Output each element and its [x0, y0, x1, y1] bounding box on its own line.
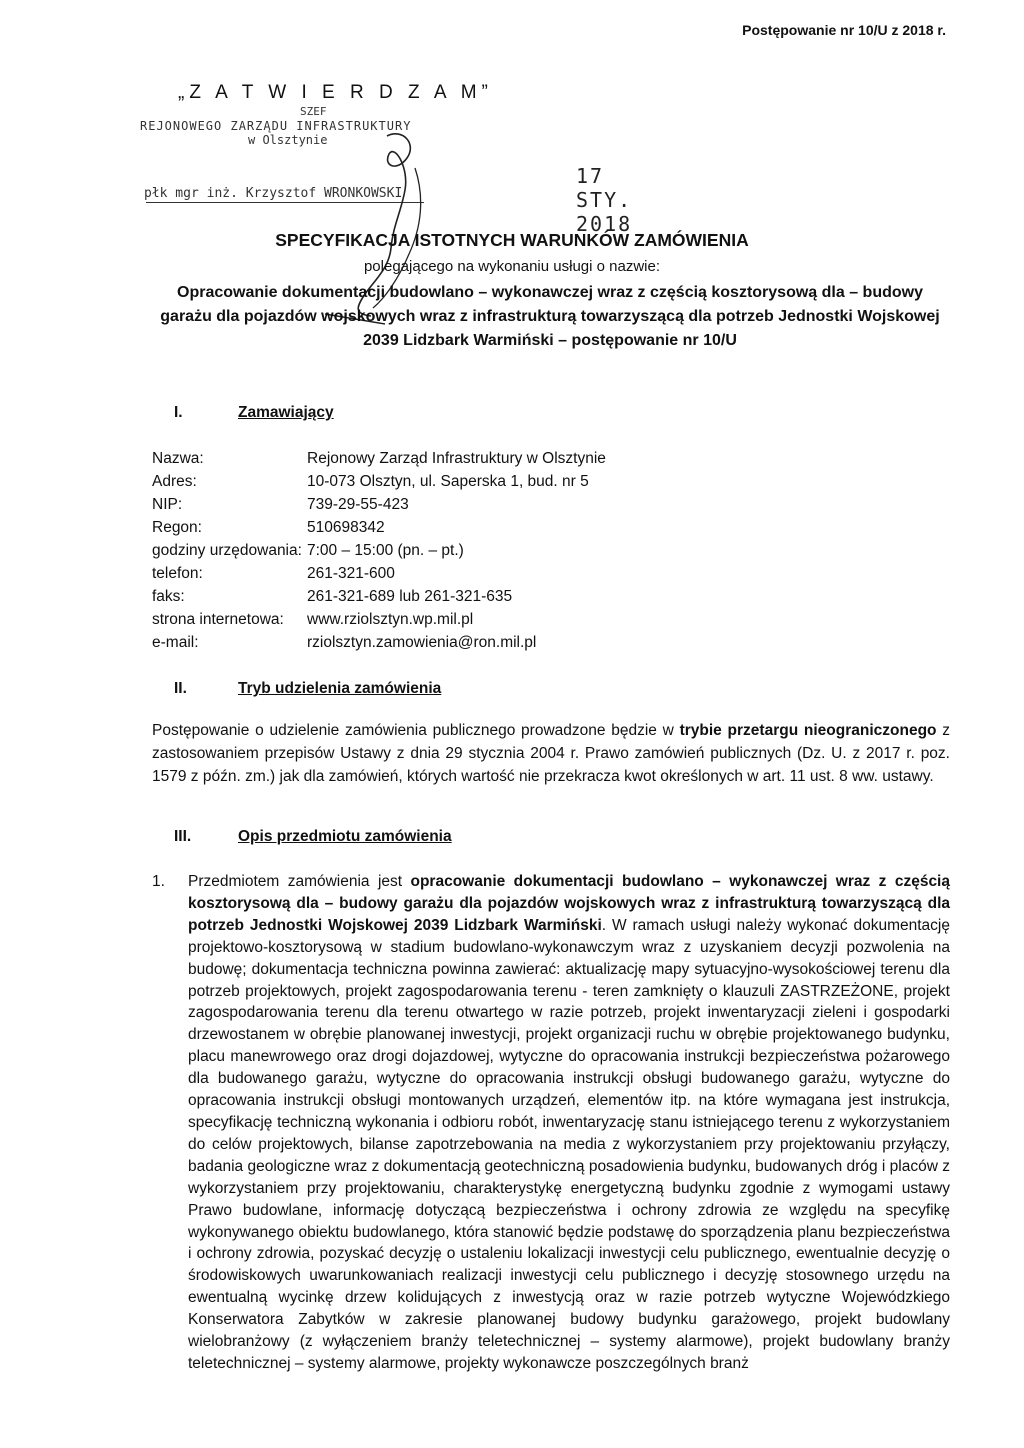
info-value: www.rziolsztyn.wp.mil.pl	[307, 611, 474, 628]
date-stamp: 17 STY. 2018	[576, 164, 633, 236]
opis-text-1: Przedmiotem zamówienia jest	[188, 873, 411, 890]
info-key: telefon:	[152, 565, 203, 582]
info-key: strona internetowa:	[152, 611, 284, 628]
stamp-line-2: REJONOWEGO ZARZĄDU INFRASTRUKTURY	[140, 119, 412, 133]
stamp-line-3: w Olsztynie	[248, 133, 328, 147]
info-key: Nazwa:	[152, 450, 204, 467]
info-value: 261-321-689 lub 261-321-635	[307, 588, 513, 605]
info-value: 7:00 – 15:00 (pn. – pt.)	[307, 542, 464, 559]
info-value: 510698342	[307, 519, 385, 536]
section-label: Zamawiający	[238, 404, 334, 421]
stamp-signatory: płk mgr inż. Krzysztof WRONKOWSKI	[144, 186, 403, 201]
opis-text-2: . W ramach usługi należy wykonać dokumentację projektowo-kosztorysową w stadium budowlano-wykonawczym wraz z uzyskaniem decyzji pozwolenia na budowę; dokumentacja techniczna powinna zawierać: aktualizację mapy sytuacyjno-wysokościowej terenu dla potrzeb projektowych, projekt zagospodarowania terenu - teren zamknięty o klauzuli ZASTRZEŻONE, projekt zagospodarowania terenu dla terenu otwartego w razie potrzeb, projekt inwentaryzacji zieleni i gospodarki drzewostanem w obrębie planowanej inwestycji, projekt organizacji ruchu w obrębie projektowanego budynku, placu manewrowego oraz drogi dojazdowej, wytyczne do opracowania instrukcji bezpieczeństwa pożarowego dla budowanego garażu, wytyczne do opracowania instrukcji obsługi budowanego garażu, wytyczne do opracowania instrukcji obsługi montowanych urządzeń, elementów itp. na które wymagana jest instrukcja, specyfikację techniczną wykonania i odbioru robót, inwentaryzację stanu istniejącego terenu z wykorzystaniem do celów projektowych, bilanse zapotrzebowania na media z wykorzystaniem przy projektowaniu przyłączy, badania geologiczne wraz z dokumentacją geotechniczną posadowienia budynku, budowanych dróg i placów z wykorzystaniem przy projektowaniu, charakterystykę energetyczną budynku zgodnie z wymogami ustawy Prawo budowlane, informację dotyczącą bezpieczeństwa i ochrony zdrowia ze względu na specyfikę wykonywanego obiektu budowlanego, która stanowić będzie podstawę do sporządzenia planu bezpieczeństwa i ochrony zdrowia, pozyskać decyzję o ustaleniu lokalizacji inwestycji celu publicznego, ewentualnie decyzję o środowiskowych uwarunkowaniach realizacji inwestycji celu publicznego i decyzję stosownego urzędu na ewentualną wycinkę drzew kolidujących z inwestycją oraz w razie potrzeb wytyczne Wojewódzkiego Konserwatora Zabytków w zakresie planowanej budowy budynku garażowego, projekt budowlany wielobranżowy (z wyłączeniem branży teletechnicznej – systemy alarmowe), projekt budowlany branży teletechnicznej – systemy alarmowe, projekty wykonawcze poszczególnych branż	[188, 916, 950, 1372]
section-label: Opis przedmiotu zamówienia	[238, 828, 452, 845]
section-number: II.	[174, 680, 187, 697]
info-value: 10-073 Olsztyn, ul. Saperska 1, bud. nr 5	[307, 473, 589, 490]
section-label: Tryb udzielenia zamówienia	[238, 680, 442, 697]
info-key: Adres:	[152, 473, 197, 490]
info-value: 739-29-55-423	[307, 496, 409, 513]
stamp-line-1: SZEF	[300, 105, 327, 118]
document-title: SPECYFIKACJA ISTOTNYCH WARUNKÓW ZAMÓWIENIA	[275, 230, 749, 250]
info-key: NIP:	[152, 496, 183, 513]
tryb-text-2: z zastosowaniem przepisów Ustawy z dnia 29 stycznia 2004 r. Prawo zamówień publicznych (Dz. U. z 2017 r. poz. 1579 z późn. zm.) jak dla zamówień, których wartość nie przekracza kwot określonych w art. 11 ust. 8 ww. ustawy.	[152, 722, 951, 785]
service-name: Opracowanie dokumentacji budowlano – wykonawczej wraz z częścią kosztorysową dla – budowy garażu dla pojazdów wojskowych wraz z infrastrukturą towarzyszącą dla potrzeb Jednostki Wojskowej 2039 Lidzbark Warmiński – postępowanie nr 10/U	[160, 284, 940, 349]
approval-stamp	[140, 68, 633, 236]
info-key: faks:	[152, 588, 185, 605]
item-number: 1.	[152, 873, 165, 890]
procedure-reference: Postępowanie nr 10/U z 2018 r.	[742, 22, 946, 38]
info-value: rziolsztyn.zamowienia@ron.mil.pl	[307, 634, 537, 651]
info-value: Rejonowy Zarząd Infrastruktury w Olsztynie	[307, 450, 606, 467]
document-subtitle: polegającego na wykonaniu usługi o nazwie:	[363, 258, 661, 275]
approval-label: „Z A T W I E R D Z A M”	[178, 82, 493, 103]
tryb-text-bold: trybie przetargu nieograniczonego	[679, 722, 937, 739]
tryb-text-1: Postępowanie o udzielenie zamówienia publicznego prowadzone będzie w	[152, 722, 680, 739]
tryb-paragraph	[152, 719, 950, 788]
info-key: e-mail:	[152, 634, 199, 651]
opis-text-bold: opracowanie dokumentacji budowlano – wykonawczej wraz z częścią kosztorysową dla – budowy garażu dla pojazdów wojskowych wraz z infrastrukturą towarzyszącą dla potrzeb Jednostki Wojskowej 2039 Lidzbark Warmiński	[188, 873, 950, 934]
info-value: 261-321-600	[307, 565, 395, 582]
section-number: I.	[174, 404, 183, 421]
section-number: III.	[174, 828, 192, 845]
info-key: godziny urzędowania:	[152, 542, 302, 559]
info-key: Regon:	[152, 519, 202, 536]
item-body	[188, 871, 950, 1375]
